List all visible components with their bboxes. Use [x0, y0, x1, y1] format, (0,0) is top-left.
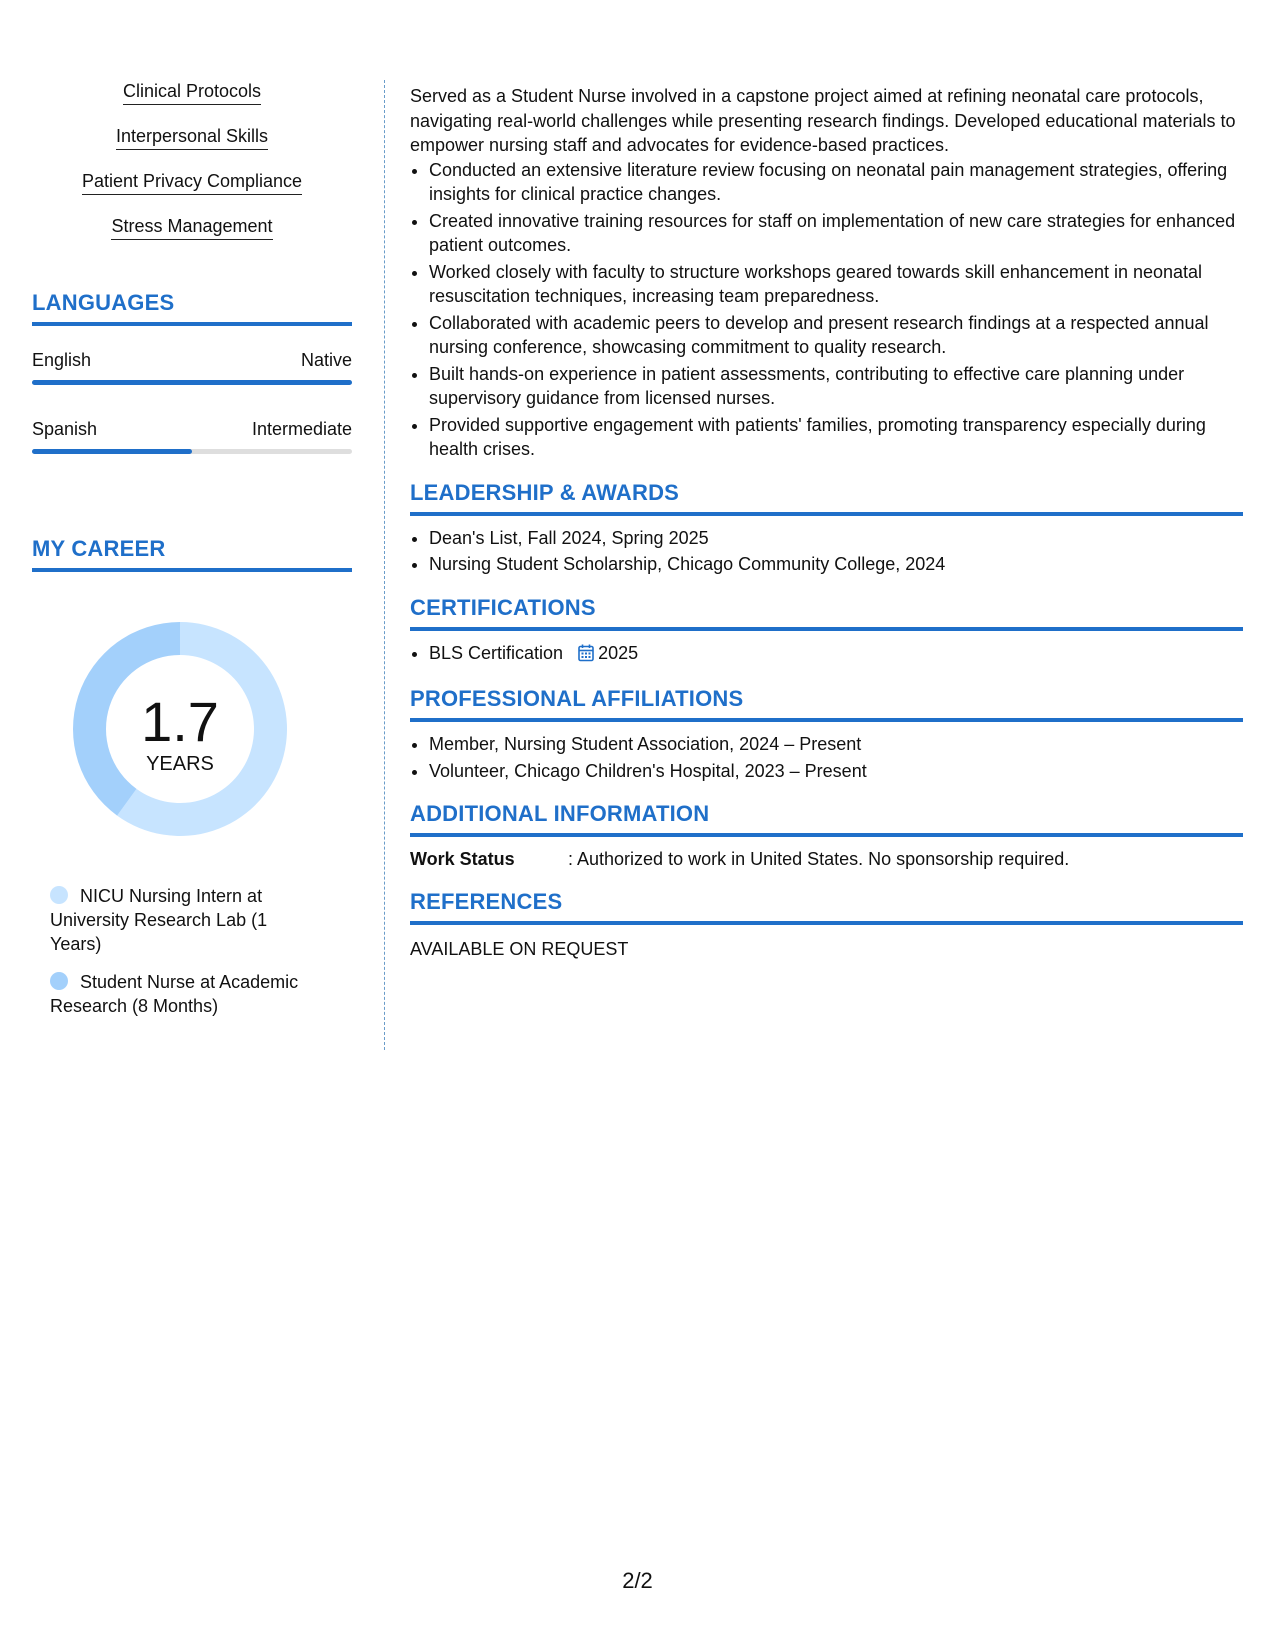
skill-item: Stress Management [111, 215, 272, 240]
section-title-affiliations: PROFESSIONAL AFFILIATIONS [410, 686, 1243, 722]
affiliations-list [410, 732, 1243, 783]
language-row [32, 348, 352, 372]
section-title-additional: ADDITIONAL INFORMATION [410, 801, 1243, 837]
list-item: • Built hands-on experience in patient assessments, contributing to effective care planning under supervisory guidance from licensed nurses. [429, 362, 1243, 411]
language-level: Intermediate [251, 419, 352, 439]
page-number: 2/2 [622, 1568, 653, 1593]
work-status-row [410, 847, 1243, 871]
list-item: • Collaborated with academic peers to develop and present research findings at a respected annual nursing conference, showcasing commitment to quality research. [429, 311, 1243, 360]
language-row [32, 417, 352, 441]
experience-summary: Served as a Student Nurse involved in a capstone project aimed at refining neonatal care protocols, navigating real-world challenges while presenting research findings. Developed educational materials to empower nursing staff and advocates for evidence-based practices. [410, 86, 1236, 155]
references-section [410, 889, 1243, 961]
section-title-career: MY CAREER [32, 536, 352, 572]
career-total: 1.7 [141, 690, 219, 753]
calendar-icon [578, 644, 594, 669]
work-status-value: : Authorized to work in United States. No sponsorship required. [568, 849, 1070, 869]
list-item: • Member, Nursing Student Association, 2024 – Present [429, 732, 1243, 757]
section-title-languages: LANGUAGES [32, 290, 352, 326]
references-text: AVAILABLE ON REQUEST [410, 939, 629, 959]
list-item: • Created innovative training resources for staff on implementation of new care strategies for enhanced patient outcomes. [429, 209, 1243, 258]
list-item: • Conducted an extensive literature review focusing on neonatal pain management strategies, offering insights for clinical practice changes. [429, 158, 1243, 207]
skill-item: Interpersonal Skills [116, 125, 268, 150]
list-item: • Worked closely with faculty to structure workshops geared towards skill enhancement in neonatal resuscitation techniques, increasing team preparedness. [429, 260, 1243, 309]
leadership-section [410, 480, 1243, 577]
list-item: • Volunteer, Chicago Children's Hospital, 2023 – Present [429, 759, 1243, 784]
legend-dot [50, 886, 68, 904]
list-item [429, 641, 1243, 669]
list-item: • Dean's List, Fall 2024, Spring 2025 [429, 526, 1243, 551]
section-title-leadership: LEADERSHIP & AWARDS [410, 480, 1243, 516]
language-bar [32, 380, 352, 385]
legend-label: Student Nurse at Academic Research (8 Months) [50, 972, 299, 1016]
certifications-list [410, 641, 1243, 669]
language-bar-fill [32, 380, 352, 385]
career-legend [50, 884, 320, 1018]
column-divider [384, 80, 385, 1050]
skill-item: Patient Privacy Compliance [82, 170, 302, 195]
donut-center [65, 614, 295, 844]
additional-section [410, 801, 1243, 871]
career-unit: YEARS [146, 753, 214, 775]
career-donut-chart [65, 614, 295, 844]
languages-section [32, 290, 352, 454]
section-title-certifications: CERTIFICATIONS [410, 595, 1243, 631]
certification-name: BLS Certification [429, 642, 564, 663]
career-section [32, 536, 352, 1018]
language-name: Spanish [32, 419, 98, 439]
certifications-section [410, 595, 1243, 669]
skill-item: Clinical Protocols [123, 80, 261, 105]
certification-year: 2025 [598, 642, 639, 663]
experience-bullets [410, 158, 1243, 462]
skills-list [32, 80, 352, 260]
legend-dot [50, 972, 68, 990]
language-name: English [32, 350, 92, 370]
left-column [32, 80, 352, 1032]
leadership-list [410, 526, 1243, 577]
legend-item [50, 884, 320, 956]
right-column [410, 84, 1243, 961]
list-item: • Provided supportive engagement with patients' families, promoting transparency especially during health crises. [429, 413, 1243, 462]
legend-label: NICU Nursing Intern at University Research Lab (1 Years) [50, 886, 268, 954]
language-bar [32, 449, 352, 454]
work-status-label: Work Status [410, 849, 515, 869]
list-item: • Nursing Student Scholarship, Chicago Community College, 2024 [429, 552, 1243, 577]
language-level: Native [300, 350, 352, 370]
legend-item [50, 970, 320, 1018]
language-bar-fill [32, 449, 192, 454]
affiliations-section [410, 686, 1243, 783]
section-title-references: REFERENCES [410, 889, 1243, 925]
